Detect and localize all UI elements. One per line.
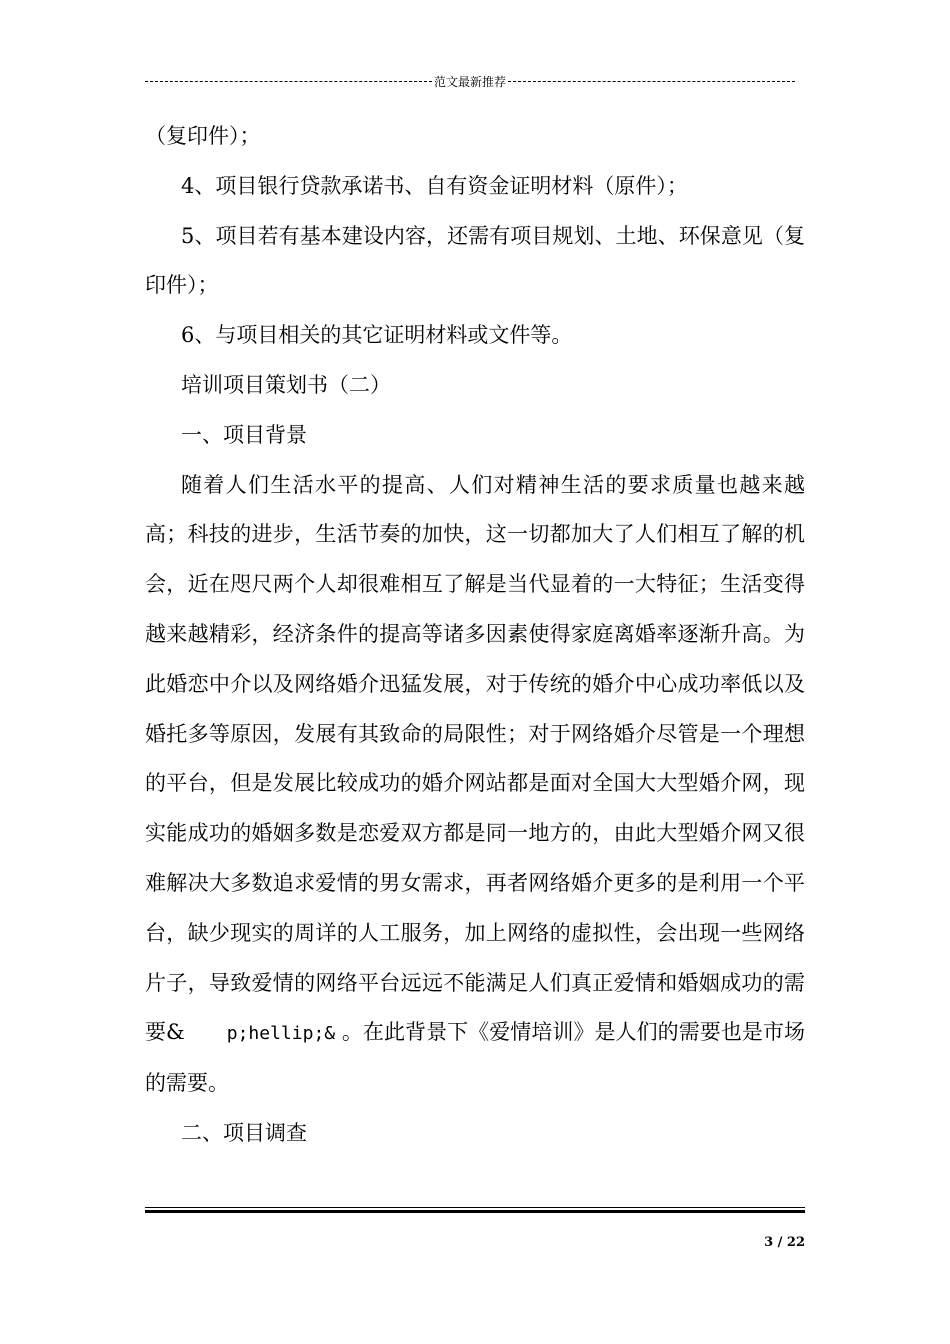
footer-rule-thick	[145, 1210, 805, 1213]
paragraph-background-ending: 。在此背景下《爱情培训》是人们的需要也是市场的需要。	[145, 1020, 805, 1096]
list-item-5: 5、项目若有基本建设内容，还需有项目规划、土地、环保意见（复印件）；	[145, 223, 805, 298]
header-title: 范文最新推荐	[434, 74, 507, 89]
paragraph-background	[145, 461, 805, 1109]
section-title: 培训项目策划书（二）	[181, 372, 391, 397]
paragraph-copy-note: （复印件）；	[145, 124, 261, 148]
heading-background: 一、项目背景	[181, 422, 307, 447]
paragraph-background-text: 随着人们生活水平的提高、人们对精神生活的要求质量也越来越高；科技的进步，生活节奏的加快，这一切都加大了人们相互了解的机会，近在咫尺两个人却很难相互了解是当代显着的一大特征；生活变得越来越精彩，经济条件的提高等诸多因素使得家庭离婚率逐渐升高。为此婚恋中介以及网络婚介迅猛发展，对于传统的婚介中心成功率低以及婚托多等原因，发展有其致命的局限性；对于网络婚介尽管是一个理想的平台，但是发展比较成功的婚介网站都是面对全国大大型婚介网，现实能成功的婚姻多数是恋爱双方都是同一地方的，由此大型婚介网又很难解决大多数追求爱情的男女需求，再者网络婚介更多的是利用一个平台，缺少现实的周详的人工服务，加上网络的虚拟性，会出现一些网络片子，导致爱情的网络平台远远不能满足人们真正爱情和婚姻成功的需要&	[145, 472, 805, 1045]
heading-survey: 二、项目调查	[181, 1120, 307, 1145]
page-header	[145, 71, 795, 91]
header-dash-left	[145, 81, 432, 83]
list-item-4: 4、项目银行贷款承诺书、自有资金证明材料（原件）；	[181, 173, 688, 198]
paragraph-entity-fragment: p;hellip;&	[226, 1023, 336, 1045]
header-dash-right	[508, 81, 795, 83]
footer-rule-thin	[145, 1207, 805, 1208]
document-body	[145, 112, 805, 1159]
page-number: 3 / 22	[764, 1235, 805, 1250]
list-item-6: 6、与项目相关的其它证明材料或文件等。	[181, 323, 573, 348]
